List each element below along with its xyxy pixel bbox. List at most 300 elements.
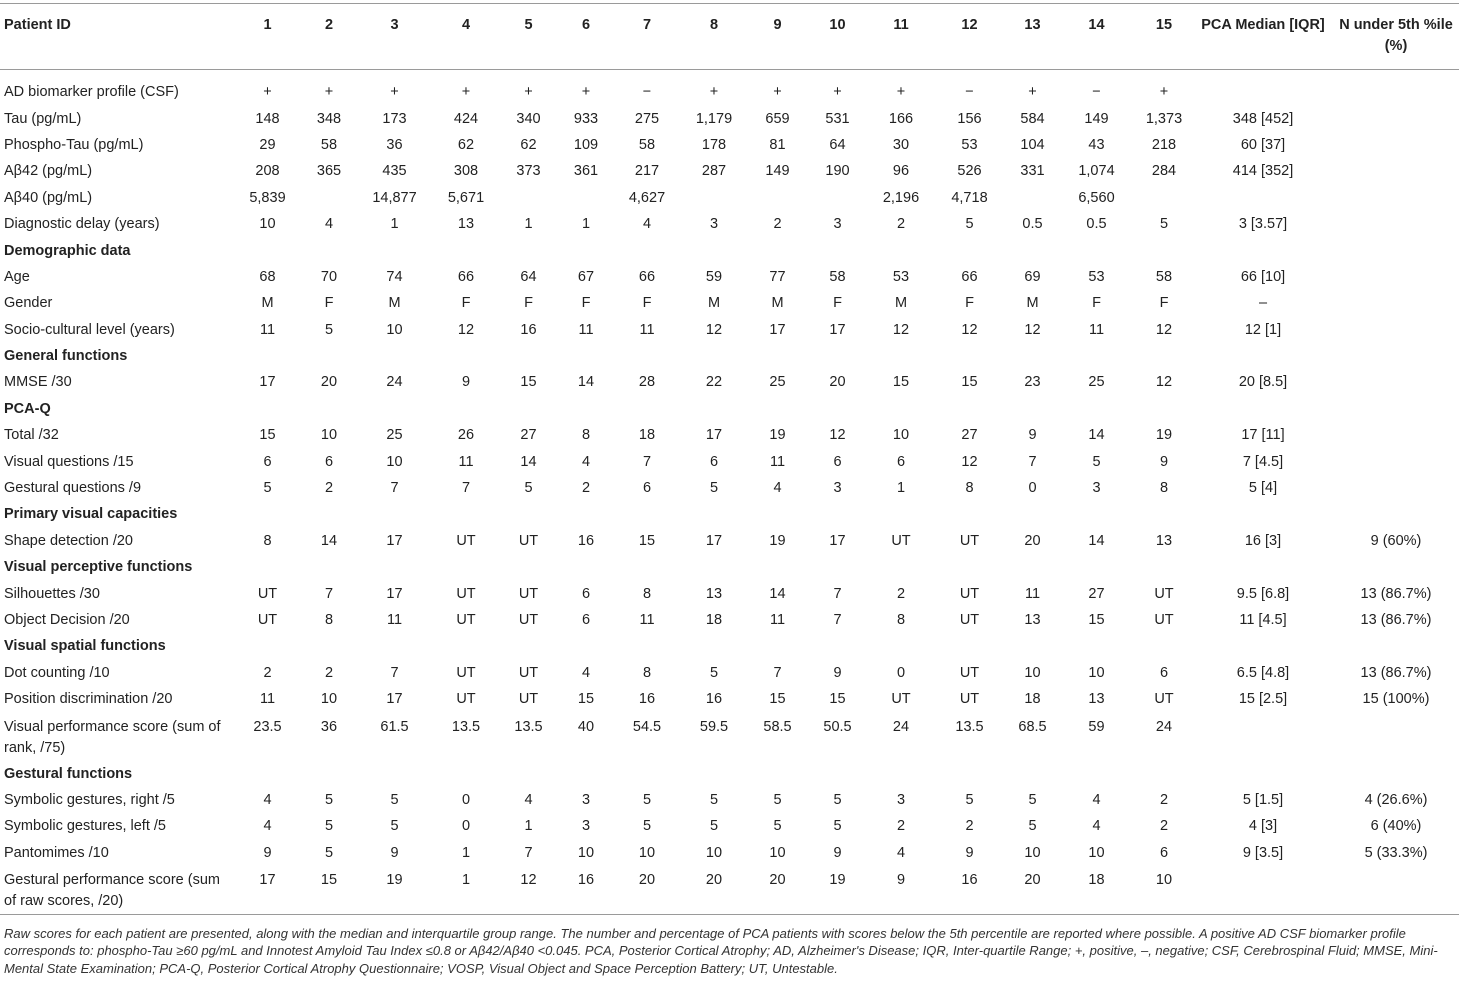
table-cell: 8 [642, 585, 652, 602]
table-cell: 59 [1088, 718, 1105, 735]
table-cell: 435 [382, 163, 407, 180]
table-cell: 12 [829, 427, 846, 444]
table-cell: 308 [453, 163, 479, 180]
table-cell: 66 [638, 268, 656, 285]
table-cell [750, 185, 805, 211]
table-cell: 14 [577, 374, 595, 391]
table-cell [1333, 475, 1459, 501]
table-cell: F [461, 295, 471, 312]
table-cell: 18 [705, 612, 723, 628]
section-row [0, 502, 1459, 528]
table-cell: 16 [705, 691, 723, 708]
table-cell: 11 [458, 453, 474, 470]
table-cell: 5 [833, 791, 842, 808]
table-cell: 17 [235, 866, 300, 914]
table-cell: 12 [705, 321, 723, 338]
table-cell [1333, 211, 1459, 237]
table-cell: 6,560 [1078, 189, 1115, 206]
table-cell: 20 [750, 866, 805, 914]
table-cell: 5 [1092, 453, 1101, 470]
table-cell: 166 [888, 110, 914, 127]
table-cell: 5 [642, 818, 652, 835]
table-cell: 6 [324, 453, 334, 470]
table-cell: M [1026, 295, 1039, 312]
row-label: Diagnostic delay (years) [4, 216, 160, 233]
table-cell [678, 185, 750, 211]
table-row [0, 370, 1459, 396]
table-cell: UT [518, 612, 539, 628]
table-row [0, 106, 1459, 132]
table-cell: 15 [577, 691, 595, 708]
table-cell: 19 [805, 866, 870, 914]
table-cell: 10 [386, 321, 403, 338]
table-row [0, 866, 1459, 914]
table-cell: 60 [37] [1240, 136, 1286, 153]
table-row [0, 660, 1459, 686]
table-cell: 11 [639, 321, 655, 338]
table-cell [1135, 185, 1193, 211]
table-cell: 6 [833, 453, 842, 470]
table-cell: 15 [892, 374, 910, 391]
section-label: Visual spatial functions [4, 638, 166, 655]
table-cell: 24 [1155, 718, 1173, 735]
header-row [0, 4, 1459, 70]
column-header: 3 [358, 4, 431, 70]
column-header: Patient ID [0, 4, 235, 70]
table-cell: 58 [1155, 268, 1173, 285]
table-cell: 36 [386, 136, 403, 153]
table-cell: 7 [4.5] [1242, 453, 1284, 470]
table-cell: 68.5 [1018, 718, 1047, 735]
table-cell: 361 [573, 163, 599, 180]
table-cell: 15 [829, 691, 846, 708]
table-cell: 66 [10] [1240, 268, 1286, 285]
row-label: Gender [4, 295, 53, 312]
table-cell: 2 [965, 818, 974, 835]
table-row [0, 528, 1459, 554]
table-cell: 13 [705, 585, 723, 602]
table-cell: 13.5 [955, 718, 984, 735]
table-cell: 13 (86.7%) [1360, 612, 1432, 628]
table-cell: 8 [896, 612, 906, 628]
table-cell: 7 [1028, 453, 1037, 470]
table-row [0, 132, 1459, 158]
table-cell: 14 [769, 585, 786, 602]
table-cell: 64 [520, 268, 537, 285]
table-cell: 0.5 [1086, 216, 1107, 233]
table-cell: F [642, 295, 652, 312]
table-cell: 17 [829, 321, 846, 338]
table-cell: 20 [320, 374, 338, 391]
table-cell: 11 [769, 612, 786, 628]
table-cell: 424 [453, 110, 479, 127]
table-cell: 4 [1092, 818, 1101, 835]
table-cell: 284 [1151, 163, 1177, 180]
table-cell: 5 [965, 216, 974, 233]
table-cell [300, 185, 358, 211]
table-cell: 4 [3] [1248, 818, 1278, 835]
table-cell: 10 [1024, 664, 1041, 681]
table-row [0, 840, 1459, 866]
column-header: 4 [431, 4, 501, 70]
table-cell: F [524, 295, 533, 312]
table-cell: 10 [386, 453, 403, 470]
table-cell: 5 [390, 791, 399, 808]
table-cell: 10 [1088, 844, 1105, 861]
table-cell: 217 [634, 163, 660, 180]
section-row [0, 555, 1459, 581]
table-cell: 10 [1088, 664, 1105, 681]
table-cell: 7 [833, 612, 842, 628]
table-cell: 19 [769, 427, 786, 444]
table-cell: 7 [524, 844, 533, 861]
table-cell: 6 [1159, 664, 1169, 681]
table-cell: − [1092, 84, 1101, 101]
table-cell: 3 [1092, 480, 1101, 497]
table-cell: + [461, 84, 471, 101]
table-cell: 9 [390, 844, 399, 861]
table-cell: 6 [642, 480, 652, 497]
table-cell [1193, 80, 1333, 106]
table-cell: 74 [386, 268, 403, 285]
table-cell: 20 [1007, 866, 1058, 914]
table-cell: M [771, 295, 784, 312]
column-header: 13 [1007, 4, 1058, 70]
row-label: Symbolic gestures, left /5 [4, 818, 166, 835]
table-cell: + [263, 84, 272, 101]
table-cell: 5 [1.5] [1242, 791, 1284, 808]
table-cell: 43 [1088, 136, 1105, 153]
table-cell: 6 [1159, 844, 1169, 861]
table-cell: 11 [578, 321, 594, 338]
table-cell: 68 [259, 268, 276, 285]
table-cell: 2 [581, 480, 591, 497]
table-row [0, 291, 1459, 317]
table-cell: M [894, 295, 908, 312]
table-cell: 11 [4.5] [1239, 612, 1287, 628]
table-cell: 14,877 [372, 189, 417, 206]
table-cell: 16 [3] [1244, 532, 1282, 549]
table-cell: 208 [255, 163, 280, 180]
table-cell: 6 (40%) [1370, 818, 1422, 835]
table-cell: 58.5 [763, 718, 792, 735]
table-cell: 340 [516, 110, 541, 127]
row-label: Aβ40 (pg/mL) [4, 189, 93, 206]
table-cell: 25 [769, 374, 786, 391]
table-cell: + [833, 84, 842, 101]
table-cell: 5 [324, 321, 334, 338]
table-cell: 7 [390, 480, 399, 497]
table-cell: 5 [709, 480, 719, 497]
row-label: AD biomarker profile (CSF) [4, 84, 179, 101]
table-cell: 16 [638, 691, 656, 708]
table-cell: F [1092, 295, 1101, 312]
table-cell: 5 [773, 791, 782, 808]
table-cell: 10 [1024, 844, 1041, 861]
table-cell: 104 [1020, 136, 1045, 153]
table-cell: 13.5 [451, 718, 481, 735]
row-label: Visual performance score (sum of rank, /75) [4, 718, 221, 756]
table-cell: 15 [520, 374, 537, 391]
table-cell: 27 [1088, 585, 1105, 602]
table-cell: UT [456, 532, 476, 549]
table-cell: 12 [892, 321, 910, 338]
table-cell: 81 [769, 136, 786, 153]
table-cell: 64 [829, 136, 846, 153]
table-cell: 6 [581, 585, 591, 602]
table-cell: 11 [639, 612, 655, 628]
table-cell: 8 [1159, 480, 1169, 497]
table-cell: 2 [324, 664, 334, 681]
table-cell: 69 [1024, 268, 1041, 285]
table-cell: 5,671 [447, 189, 485, 206]
table-cell: UT [456, 691, 476, 708]
table-cell: 3 [833, 216, 842, 233]
table-cell: 53 [1088, 268, 1105, 285]
table-cell: 10 [892, 427, 910, 444]
table-cell: 9 [965, 844, 974, 861]
row-label: Symbolic gestures, right /5 [4, 791, 175, 808]
table-cell [1333, 185, 1459, 211]
table-cell: 5 (33.3%) [1364, 844, 1428, 861]
table-cell: 15 [769, 691, 786, 708]
table-cell [1333, 370, 1459, 396]
table-cell: 4 [896, 844, 906, 861]
table-cell: 1 [461, 844, 471, 861]
spacer-row [0, 70, 1459, 80]
table-cell: 5 [709, 791, 719, 808]
table-cell: 53 [961, 136, 978, 153]
table-cell: 1 [524, 216, 533, 233]
table-cell: 373 [516, 163, 541, 180]
column-header: 9 [750, 4, 805, 70]
table-cell: 62 [520, 136, 537, 153]
table-cell: 6 [263, 453, 272, 470]
table-cell: 24 [892, 718, 910, 735]
table-cell: 40 [577, 718, 595, 735]
table-cell: + [324, 84, 334, 101]
table-cell: 13 (86.7%) [1360, 664, 1432, 681]
table-cell: 2,196 [882, 189, 920, 206]
table-cell: 5 [833, 818, 842, 835]
table-cell: 4 [1092, 791, 1101, 808]
table-cell: 54.5 [632, 718, 662, 735]
table-cell: 28 [638, 374, 656, 391]
table-cell: UT [959, 585, 980, 602]
section-row [0, 343, 1459, 369]
column-header: 7 [616, 4, 678, 70]
table-cell: 17 [386, 585, 403, 602]
table-cell: 7 [833, 585, 842, 602]
table-cell: 149 [765, 163, 790, 180]
table-cell: 17 [829, 532, 846, 549]
table-cell: 16 [577, 532, 595, 549]
table-cell: 58 [638, 136, 656, 153]
table-cell: 23.5 [253, 718, 282, 735]
table-cell: UT [1154, 585, 1174, 602]
table-cell: 15 [259, 427, 276, 444]
table-cell: 1 [581, 216, 591, 233]
section-row [0, 761, 1459, 787]
table-cell: 12 [1024, 321, 1041, 338]
table-cell [1333, 106, 1459, 132]
table-cell: 4 [263, 818, 272, 835]
table-cell: 10 [769, 844, 786, 861]
table-cell: 20 [678, 866, 750, 914]
table-cell: 59.5 [699, 718, 729, 735]
column-header: 2 [300, 4, 358, 70]
table-cell: 190 [825, 163, 850, 180]
table-cell: 2 [1159, 818, 1169, 835]
table-cell: 275 [634, 110, 660, 127]
column-header: N under 5th %ile (%) [1333, 4, 1459, 70]
table-cell: 6 [896, 453, 906, 470]
table-cell: 933 [573, 110, 599, 127]
table-cell: 6 [709, 453, 719, 470]
table-cell: 18 [1024, 691, 1041, 708]
table-cell: 531 [825, 110, 850, 127]
table-cell: 58 [829, 268, 846, 285]
table-footnote: Raw scores for each patient are presented, along with the median and interquartile group range. The number and percentage of PCA patients with scores below the 5th percentile are reported where possible. A positive AD CSF biomarker profile corresponds to: phospho-Tau ≥60 pg/mL and Innotest Amyloid Tau Index ≤0.8 or Aβ42/Aβ40 <0.045. PCA, Posterior Cortical Atrophy; AD, Alzheimer's Disease; IQR, Inter-quartile Range; +, positive, –, negative; CSF, Cerebrospinal Fluid; MMSE, Mini-Mental State Examination; PCA-Q, Posterior Cortical Atrophy Questionnaire; VOSP, Visual Object and Space Perception Battery; UT, Untestable. [4, 926, 1438, 976]
table-cell: 5 [1028, 818, 1037, 835]
table-cell: 12 [1] [1244, 321, 1282, 338]
table-cell: + [1159, 84, 1169, 101]
table-cell: 13.5 [514, 718, 543, 735]
table-cell: 12 [961, 453, 978, 470]
table-row [0, 423, 1459, 449]
table-row [0, 80, 1459, 106]
row-label: Socio-cultural level (years) [4, 321, 175, 338]
table-cell: 23 [1024, 374, 1041, 391]
table-cell: + [773, 84, 782, 101]
table-cell: 10 [259, 216, 276, 233]
table-cell: 14 [1088, 427, 1105, 444]
table-cell: – [1258, 295, 1268, 312]
table-cell: 12 [961, 321, 978, 338]
table-cell: M [388, 295, 401, 312]
table-cell: F [833, 295, 842, 312]
table-cell: UT [456, 585, 476, 602]
table-cell: 50.5 [823, 718, 852, 735]
table-cell: 0 [896, 664, 906, 681]
table-cell: 4,627 [628, 189, 666, 206]
table-row [0, 686, 1459, 712]
table-cell: 7 [773, 664, 782, 681]
section-label: General functions [4, 348, 128, 365]
table-cell: UT [456, 664, 476, 681]
table-cell: 9 [3.5] [1242, 844, 1284, 861]
table-cell: 5 [263, 480, 272, 497]
table-cell: 5 [390, 818, 399, 835]
table-cell: 25 [1088, 374, 1105, 391]
table-cell: 24 [386, 374, 403, 391]
table-cell: 9 (60%) [1370, 532, 1422, 549]
table-cell: UT [518, 585, 539, 602]
table-cell: 2 [324, 480, 334, 497]
table-cell: 365 [316, 163, 342, 180]
table-cell: 331 [1020, 163, 1045, 180]
row-label: Total /32 [4, 427, 59, 444]
table-header [0, 4, 1459, 70]
table-cell: 19 [358, 866, 431, 914]
table-cell [1333, 291, 1459, 317]
table-cell [1333, 713, 1459, 761]
table-cell: 8 [324, 612, 334, 628]
table-cell [1333, 264, 1459, 290]
table-cell: 17 [705, 532, 723, 549]
row-label: Gestural questions /9 [4, 480, 142, 497]
table-cell: UT [959, 664, 980, 681]
row-label: MMSE /30 [4, 374, 72, 391]
table-cell: 4,718 [951, 189, 988, 206]
table-cell: 5 [4] [1248, 480, 1278, 497]
table-cell: 14 [1088, 532, 1105, 549]
table-cell: 178 [701, 136, 727, 153]
table-cell: 1 [390, 216, 399, 233]
table-cell: 1,373 [1145, 110, 1183, 127]
table-cell: 19 [1155, 427, 1173, 444]
table-cell: 13 (86.7%) [1360, 585, 1432, 602]
table-cell: 4 [324, 216, 334, 233]
table-cell: 10 [320, 427, 338, 444]
table-row [0, 264, 1459, 290]
results-table [0, 3, 1459, 915]
table-cell: 9.5 [6.8] [1236, 585, 1290, 602]
row-label: Gestural performance score (sum of raw scores, /20) [0, 866, 235, 914]
table-cell: 17 [259, 374, 276, 391]
table-cell: 36 [320, 718, 338, 735]
table-cell: 1 [524, 818, 533, 835]
table-cell: F [324, 295, 334, 312]
section-row [0, 396, 1459, 422]
table-cell [1333, 866, 1459, 914]
table-cell: 2 [773, 216, 782, 233]
table-cell: 5 [524, 480, 533, 497]
row-label: Object Decision /20 [4, 612, 130, 628]
table-cell: 11 [386, 612, 403, 628]
table-cell [556, 185, 616, 211]
table-cell [805, 185, 870, 211]
table-cell: 4 [263, 791, 272, 808]
table-cell: 27 [520, 427, 537, 444]
table-cell: 2 [896, 818, 906, 835]
table-cell: 14 [520, 453, 537, 470]
table-cell: UT [1154, 691, 1174, 708]
table-cell: 11 [769, 453, 786, 470]
row-label: Tau (pg/mL) [4, 110, 82, 127]
table-cell: 173 [382, 110, 407, 127]
table-cell: + [581, 84, 591, 101]
table-cell: 12 [457, 321, 475, 338]
table-row [0, 607, 1459, 633]
table-cell: 17 [11] [1241, 427, 1285, 444]
table-row [0, 814, 1459, 840]
table-cell: F [581, 295, 591, 312]
table-cell: 17 [769, 321, 786, 338]
table-cell: 62 [457, 136, 475, 153]
table-cell: 96 [892, 163, 910, 180]
table-cell: 7 [461, 480, 471, 497]
table-cell: 25 [386, 427, 403, 444]
table-cell: 5 [642, 791, 652, 808]
table-cell: 6 [581, 612, 591, 628]
table-cell: 7 [324, 585, 334, 602]
table-cell: 3 [3.57] [1238, 216, 1288, 233]
section-label: PCA-Q [4, 400, 51, 417]
table-row [0, 449, 1459, 475]
table-cell: 3 [581, 818, 591, 835]
column-header: 10 [805, 4, 870, 70]
